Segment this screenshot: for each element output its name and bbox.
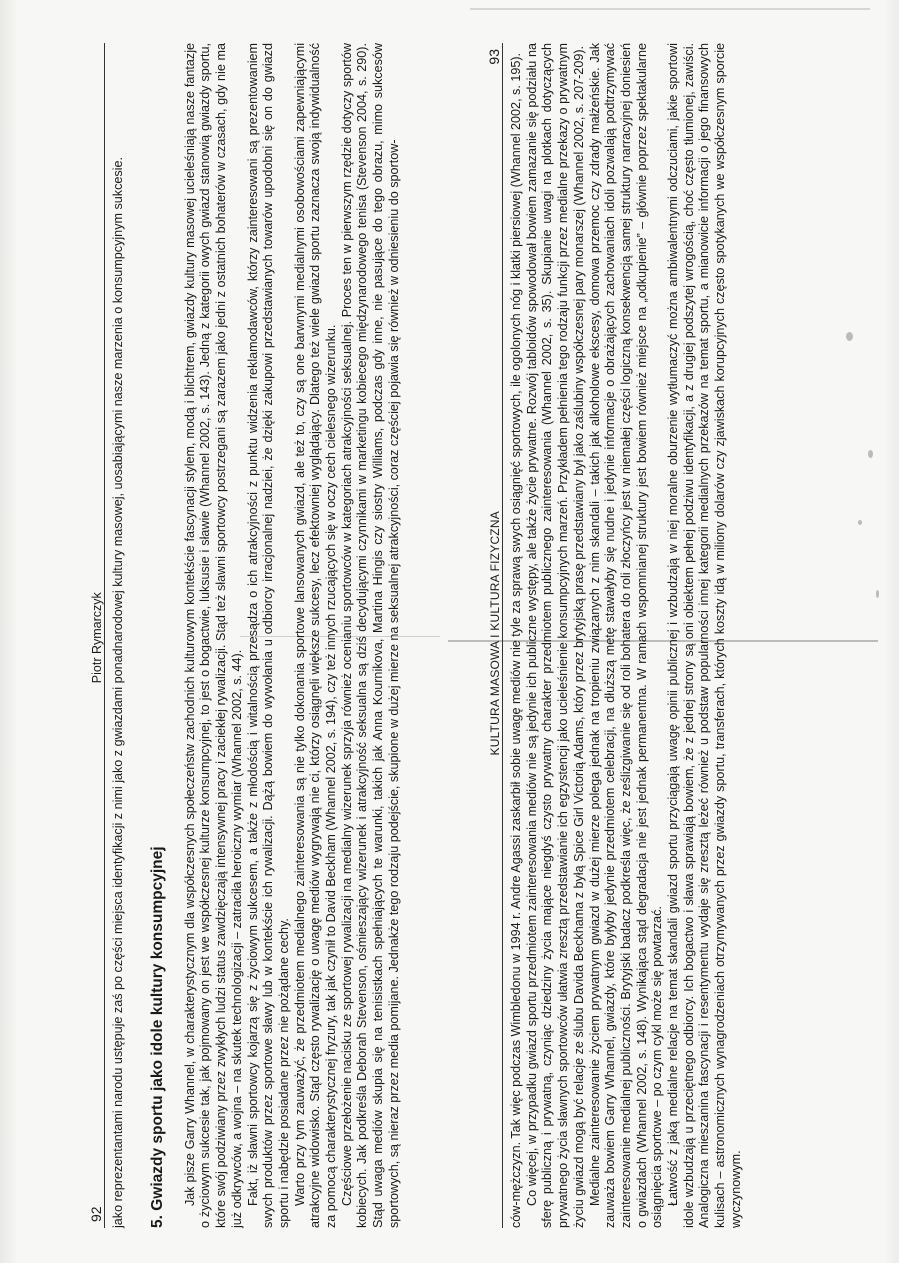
running-head: KULTURA MASOWA I KULTURA FIZYCZNA [488,511,502,756]
paragraph: Częściowe przełożenie nacisku ze sportowej rywalizacji na medialny wizerunek sprzyja również ocenianiu sportowców w kategoriach atrakcyjności seksualnej. Proces ten w pierwszym rzędzie dotyczy sportów kobiecych. Jak podkreśla Deborah Stevenson, ośmieszający wizerunek i atrakcyjność seksualna są dziś decydującymi czynnikami w marketingu kobiecego międzynarodowego tenisa (Stevenson 2004, s. 290). Stąd uwaga mediów skupia się na tenisistkach spełniających te warunki, takich jak Anna Kournikova, Martina Hingis czy siostry Williams, podczas gdy inne, nie pasujące do tego obrazu, mimo sukcesów sportowych, są nieraz przez media pomijane. Jednakże tego rodzaju podejście, skupione w dużej mierze na seksualnej atrakcyjności, coraz częściej pojawia się również w odniesieniu do sportow- [339,43,401,1228]
paragraph: Co więcej, w przypadku gwiazd sportu przedmiotem zainteresowania mediów nie są jedynie ich publiczne występy, ale także życie prywatne. Rozwój tabloidów spowodował bowiem zamazanie się podziału na sferę publiczną i prywatną, czyniąc dziedziny życia mające niegdyś czysto prywatny charakter przedmiotem publicznego zainteresowania (Whannel 2002, s. 35). Skupianie uwagi na plotkach dotyczących prywatnego życia sławnych sportowców ułatwia zresztą przedstawianie ich egzystencji jako ucieleśnienie konsumpcyjnych marzeń. Przykładem pełnienia tego rodzaju funkcji przez medialne przekazy o prywatnym życiu gwiazd mogą być relacje ze ślubu Davida Beckhama z byłą Spice Girl Victorią Adams, który przez brytyjską prasę przedstawiany był jako zaślubiny współczesnej pary monarszej (Whannel 2002, s. 207-209). [524,43,586,1228]
paragraph: Fakt, iż sławni sportowcy kojarzą się z życiowym sukcesem, a także z młodością i witalnością przesądza o ich atrakcyjności z punktu widzenia reklamodawców, którzy zainteresowani są prezentowaniem swych produktów przez sportowe sławy lub w kontekście ich rywalizacji. Dążą bowiem do wywołania u odbiorcy irracjonalnej nadziei, że dzięki zakupowi przedstawianych towarów upodobni się on do gwiazd sportu i nabędzie posiadane przez nie pożądane cechy. [245,43,291,1228]
paragraph: Medialne zainteresowanie życiem prywatnym gwiazd w dużej mierze polega jednak na tropieniu związanych z nim skandali – takich jak alkoholowe ekscesy, domowa przemoc czy zdrady małżeńskie. Jak zauważa bowiem Garry Whannel, gwiazdy, które byłyby jedynie przedmiotem celebracji, na dłuższą metę stawałyby się nudne i jedynie informacje o obrażających zachowaniach idoli pozwalają podtrzymywać zainteresowanie medialnej publiczności. Brytyjski badacz podkreśla więc, że ześlizgiwanie się od roli bohatera do roli złoczyńcy jest w niemałej części logiczną konsekwencją samej struktury narracyjnej doniesień o gwiazdach (Whannel 2002, s. 148). Wynikająca stąd degradacja nie jest jednak permanentna. W ramach wspomnianej struktury jest bowiem również miejsce na „odkupienie” – głównie poprzez spektakularne osiągnięcia sportowe – po czym cykl może się powtarzać. [587,43,665,1228]
left-page [20,0,448,1263]
left-page-content [80,43,480,1228]
scan-edge-left [0,0,16,1263]
scan-edge-right [885,0,899,1263]
scan-speck [876,590,879,598]
scan-speck [858,520,862,525]
left-page-header [80,43,105,1228]
running-head: Piotr Rymarczyk [90,592,104,684]
left-page-body [111,43,403,1228]
paragraph: jako reprezentantami narodu ustępuje zaś po części miejsca identyfikacji z nimi jako z gwiazdami ponadnarodowej kultury masowej, uosabiającymi nasze marzenia o konsumpcyjnym sukcesie. [111,157,125,1228]
scan-speck [846,332,853,341]
paragraph: ców-mężczyzn. Tak więc podczas Wimbledonu w 1994 r. Andre Agassi zaskarbił sobie uwagę mediów nie tyle za sprawą swych osiągnięć sportowych, ile ogolonych nóg i klatki piersiowej (Whannel 2002, s. 195). [509,52,523,1228]
paragraph: Warto przy tym zauważyć, że przedmiotem medialnego zainteresowania są nie tylko dokonania sportowe lansowanych gwiazd, ale też to, czy są one barwnymi medialnymi osobowościami zapewniającymi atrakcyjne widowisko. Stąd często rywalizację o uwagę mediów wygrywają nie ci, którzy osiągnęli większe sukcesy, lecz efektowniej wyglądający. Dlatego też wiele gwiazd sportu zaznacza swoją indywidualność za pomocą charakterystycznej fryzury, tak jak czynił to David Beckham (Whannel 2002, s. 194), czy też innych rzucających się w oczy cech cielesnego wizerunku. [292,43,339,1228]
section-title: 5. Gwiazdy sportu jako idole kultury konsumpcyjnej [148,846,166,1228]
right-page [452,0,882,1263]
scan-speck [868,450,873,458]
paragraph: Łatwość z jaką medialne relacje na temat skandali gwiazd sportu przyciągają uwagę opinii publicznej i wzbudzają w niej moralne oburzenie wytłumaczyć można ambiwalentnymi odczuciami, jakie sportowi idole wzbudzają u przeciętnego odbiorcy. Ich bogactwo i sława sprawiają bowiem, że z jednej strony są oni obiektem pełnej podziwu identyfikacji, a z drugiej podszytej wrogością, choć często tłumionej, zawiści. Analogiczna mieszanina fascynacji i resentymentu wydaje się zresztą leżeć również u podstaw popularności innej kategorii medialnych przekazów na temat sportu, a mianowicie informacji o jego finansowych kulisach – astronomicznych wynagrodzeniach otrzymywanych przez gwiazdy sportu, transferach, których koszty idą w miliony dolarów czy zjawiskach korupcyjnych często spotykanych we współczesnym sporcie wyczynowym. [666,43,743,1228]
paragraph: Jak pisze Garry Whannel, w charakterystycznym dla współczesnych społeczeństw zachodnich kulturowym kontekście fascynacji stylem, modą i blichtrem, gwiazdy kultury masowej ucieleśniają nasze fantazje o życiowym sukcesie tak, jak pojmowany on jest we współczesnej kulturze konsumpcyjnej, to jest o bogactwie, luksusie i sławie (Whannel 2002, s. 143). Jedną z kategorii owych gwiazd stanowią gwiazdy sportu, które swój podziwiany przez zwykłych ludzi status zawdzięczają intensywnej pracy i zaciekłej rywalizacji. Stąd też sławni sportowcy postrzegani są zarazem jako jedni z ostatnich bohaterów w czasach, gdy nie ma już odkrywców, a wojna – na skutek technologizacji – zatraciła heroiczny wymiar (Whannel 2002, s. 44). [182,43,244,1228]
page-number: 93 [486,49,502,65]
right-page-content [478,43,878,1228]
right-page-body [509,43,745,1228]
right-page-header [478,43,503,1228]
page-number: 92 [88,1206,104,1222]
